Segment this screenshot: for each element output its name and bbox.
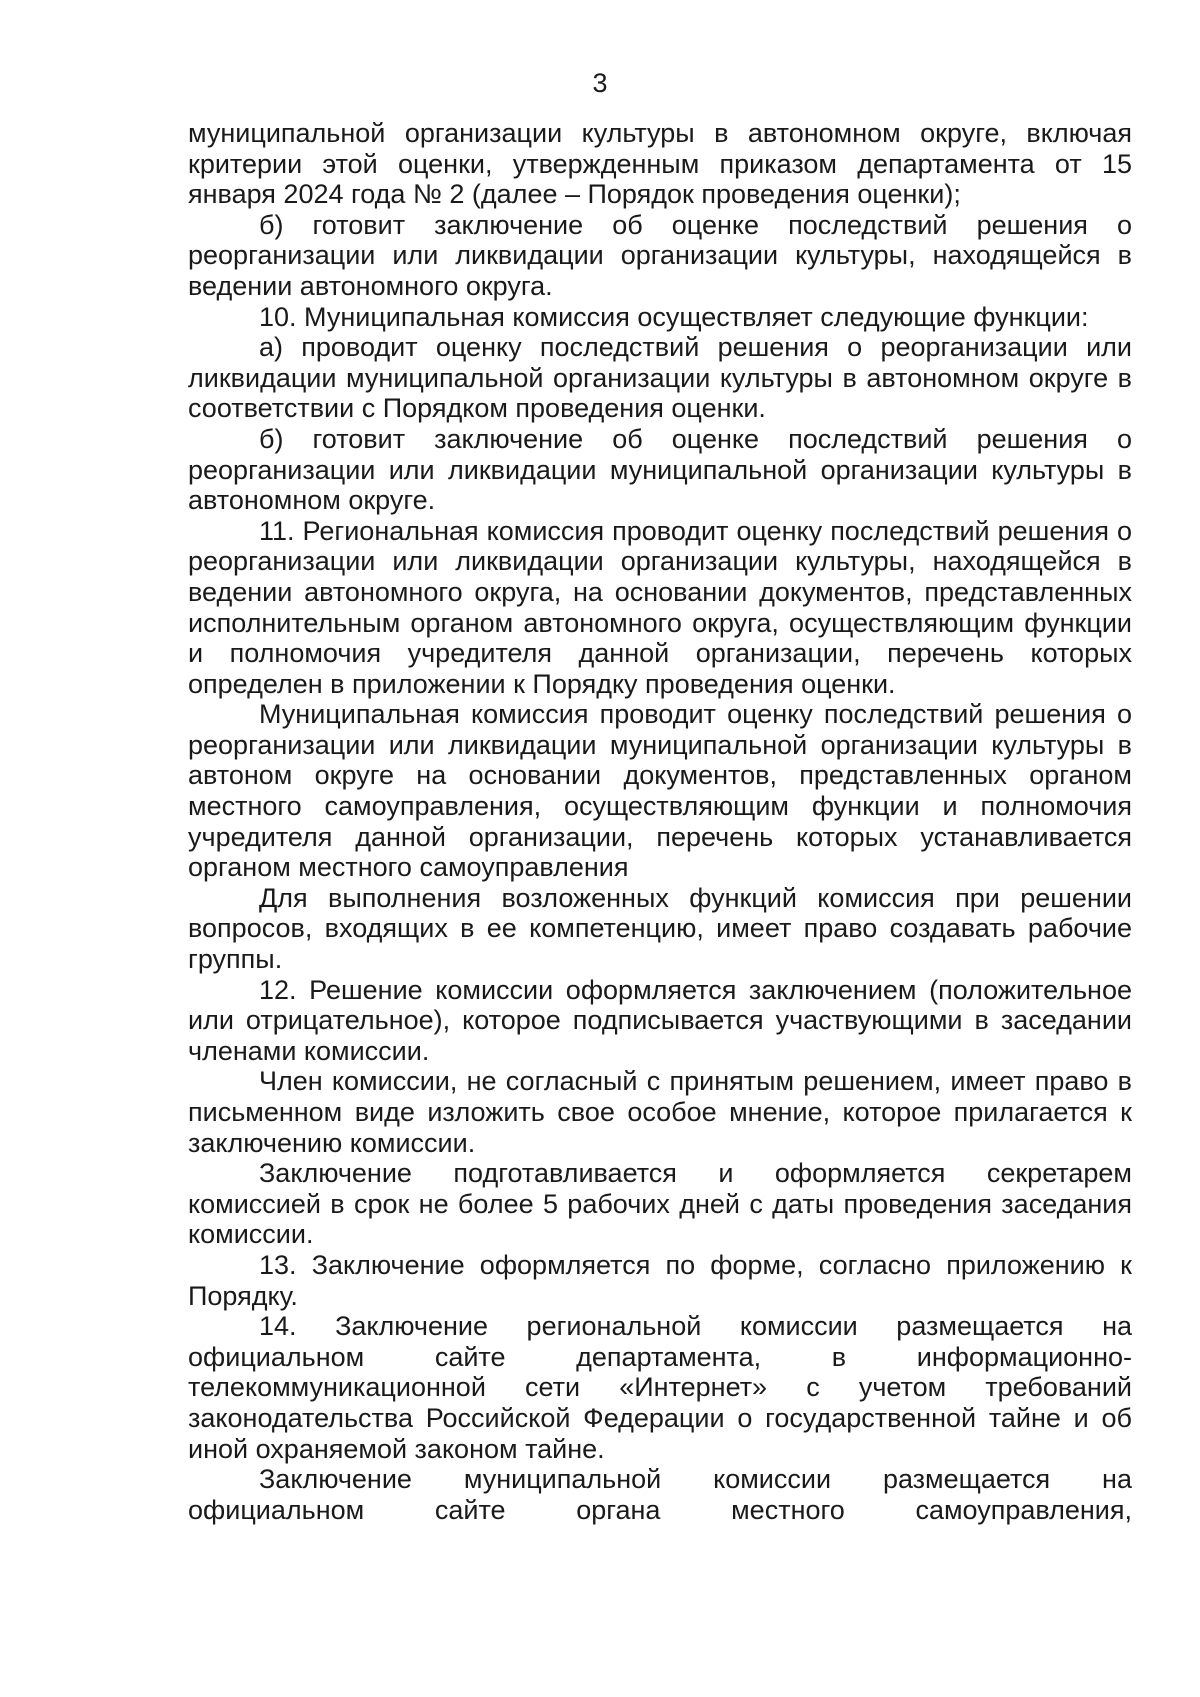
paragraph-12-dissent: Член комиссии, не согласный с принятым решением, имеет право в письменном виде изложить свое особое мнение, которое прилагается к заключению комиссии. <box>188 1066 1132 1158</box>
page-number: 3 <box>592 68 608 98</box>
paragraph-10a: а) проводит оценку последствий решения о реорганизации или ликвидации муниципальной организации культуры в автономном округе в соответствии с Порядком проведения оценки. <box>188 332 1132 424</box>
paragraph-11-municipal: Муниципальная комиссия проводит оценку последствий решения о реорганизации или ликвидации муниципальной организации культуры в автоном округе на основании документов, представленных органом местного самоуправления, осуществляющим функции и полномочия учредителя данной организации, перечень которых устанавливается органом местного самоуправления <box>188 699 1132 883</box>
paragraph-9b: б) готовит заключение об оценке последствий решения о реорганизации или ликвидации организации культуры, находящейся в ведении автономного округа. <box>188 209 1132 301</box>
document-body <box>188 118 1132 1525</box>
paragraph-10b: б) готовит заключение об оценке последствий решения о реорганизации или ликвидации муниципальной организации культуры в автономном округе. <box>188 423 1132 516</box>
paragraph-12-preparation: Заключение подготавливается и оформляется секретарем комиссией в срок не более 5 рабочих дней с даты проведения заседания комиссии. <box>188 1158 1132 1250</box>
paragraph-11: 11. Региональная комиссия проводит оценку последствий решения о реорганизации или ликвидации организации культуры, находящейся в ведении автономного округа, на основании документов, представленных исполнительным органом автономного округа, осуществляющим функции и полномочия учредителя данной организации, перечень которых определен в приложении к Порядку проведения оценки. <box>188 515 1132 699</box>
paragraph-10: 10. Муниципальная комиссия осуществляет следующие функции: <box>259 301 1089 332</box>
paragraph-14: 14. Заключение региональной комиссии размещается на официальном сайте департамента, в информационно-телекоммуникационной сети «Интернет» с учетом требований законодательства Российской Федерации о государственной тайне и об иной охраняемой законом тайне. <box>188 1311 1132 1464</box>
paragraph-11-working-groups: Для выполнения возложенных функций комиссия при решении вопросов, входящих в ее компетенцию, имеет право создавать рабочие группы. <box>188 882 1132 975</box>
paragraph-12: 12. Решение комиссии оформляется заключением (положительное или отрицательное), которое подписывается участвующими в заседании членами комиссии. <box>188 974 1132 1066</box>
paragraph-continuation: муниципальной организации культуры в автономном округе, включая критерии этой оценки, утвержденным приказом департамента от 15 января 2024 года № 2 (далее – Порядок проведения оценки); <box>188 118 1132 210</box>
paragraph-13: 13. Заключение оформляется по форме, согласно приложению к Порядку. <box>188 1249 1132 1311</box>
paragraph-14-municipal: Заключение муниципальной комиссии размещается на официальном сайте органа местного самоуправления, <box>188 1464 1132 1525</box>
